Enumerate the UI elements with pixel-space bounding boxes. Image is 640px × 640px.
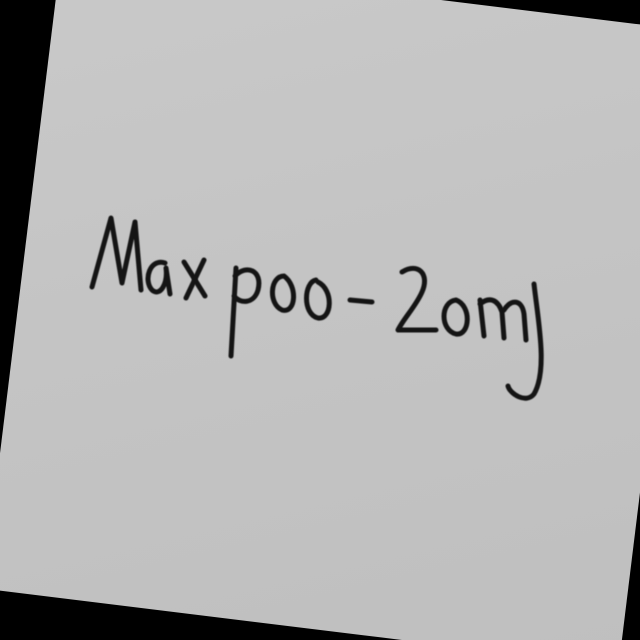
stroke-letter-r <box>231 268 259 356</box>
stroke-digit-2 <box>398 268 436 330</box>
stroke-letter-m <box>92 218 141 290</box>
stroke-letter-o1 <box>272 276 293 310</box>
stroke-digit-0 <box>444 300 467 334</box>
stroke-digit-1b <box>504 302 526 340</box>
stroke-letter-a <box>148 262 170 294</box>
stroke-dash <box>350 300 372 302</box>
stroke-digit-1a <box>480 300 504 338</box>
stroke-letter-v <box>307 280 330 318</box>
